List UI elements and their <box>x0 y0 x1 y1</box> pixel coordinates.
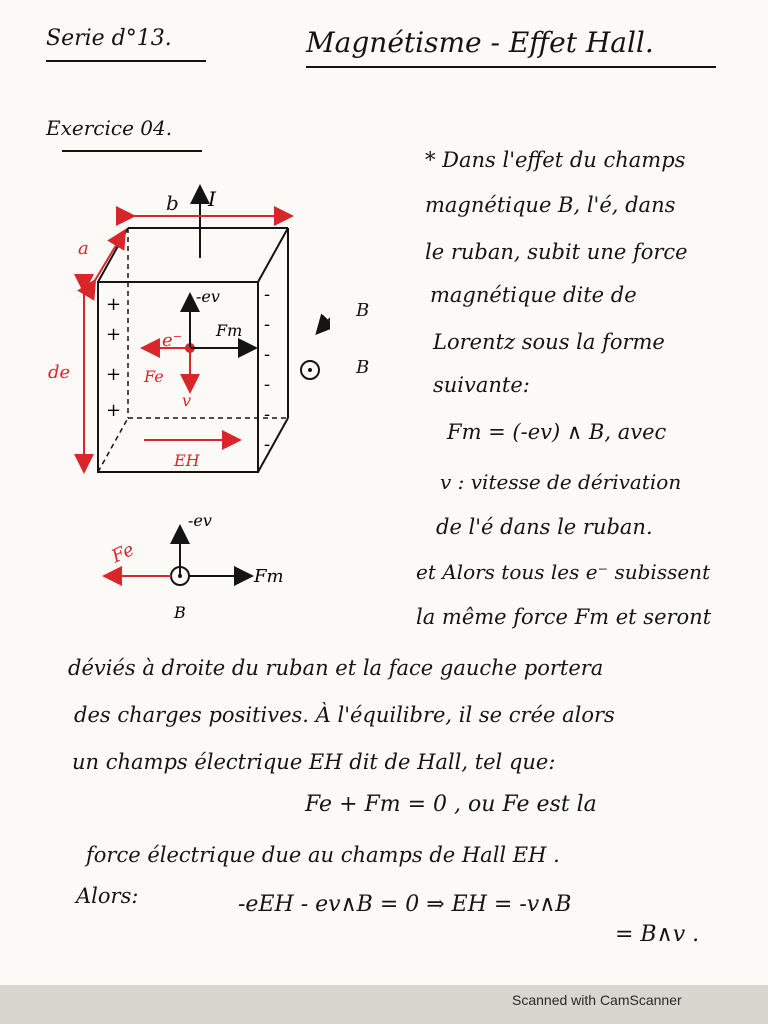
exercise-label: Exercice 04. <box>46 116 173 140</box>
velocity-label: v <box>182 391 192 410</box>
text-line-12: déviés à droite du ruban et la face gauche portera <box>68 656 604 680</box>
text-line-4: magnétique dite de <box>430 283 637 307</box>
title-underline <box>306 66 716 68</box>
text-line-18: -eEH - ev∧B = 0 ⇒ EH = -v∧B <box>238 892 572 917</box>
width-label: b <box>166 191 179 215</box>
minus-ev-label: -ev <box>196 287 220 306</box>
text-line-3: le ruban, subit une force <box>425 240 688 264</box>
depth-label: a <box>78 238 89 259</box>
minus-sign: - <box>264 404 271 425</box>
scanner-watermark: Scanned with CamScanner <box>512 992 682 1008</box>
text-line-16: force électrique due au champs de Hall EH . <box>86 843 560 867</box>
small-b-label: B <box>174 603 186 622</box>
page-title: Magnétisme - Effet Hall. <box>306 26 654 59</box>
minus-sign: - <box>264 344 271 365</box>
minus-sign: - <box>264 374 271 395</box>
text-line-17: Alors: <box>76 884 139 908</box>
current-label: I <box>208 187 216 211</box>
hall-effect-diagram <box>40 170 330 640</box>
text-line-15: Fe + Fm = 0 , ou Fe est la <box>305 792 597 817</box>
text-line-13: des charges positives. À l'équilibre, il se crée alors <box>74 703 615 727</box>
plus-sign: + <box>106 364 122 385</box>
text-line-14: un champs électrique EH dit de Hall, tel que: <box>72 750 556 774</box>
plus-sign: + <box>106 294 122 315</box>
small-fe-label: Fe <box>108 538 138 568</box>
text-line-9: de l'é dans le ruban. <box>436 515 653 539</box>
text-line-10: et Alors tous les e⁻ subissent <box>416 560 711 584</box>
plus-sign: + <box>106 324 122 345</box>
text-line-19: = B∧v . <box>615 922 700 947</box>
text-line-6: suivante: <box>433 373 530 397</box>
series-label: Serie d°13. <box>46 26 172 51</box>
text-line-2: magnétique B, l'é, dans <box>425 193 676 217</box>
hall-field-label: EH <box>174 451 200 470</box>
minus-sign: - <box>264 434 271 455</box>
series-underline <box>46 60 206 62</box>
exercise-underline <box>62 150 202 152</box>
plus-sign: + <box>106 400 122 421</box>
text-line-1: * Dans l'effet du champs <box>425 148 686 172</box>
b-field-label: B <box>356 300 370 321</box>
electron-label: e⁻ <box>162 330 183 351</box>
thickness-label: de <box>48 362 71 383</box>
minus-sign: - <box>264 284 271 305</box>
text-line-8: v : vitesse de dérivation <box>440 470 682 494</box>
text-line-7: Fm = (-ev) ∧ B, avec <box>447 420 667 444</box>
small-fm-label: Fm <box>254 566 284 587</box>
small-minus-ev-label: -ev <box>188 511 212 530</box>
b-out-label: B <box>356 357 370 378</box>
text-line-5: Lorentz sous la forme <box>433 330 665 354</box>
minus-sign: - <box>264 314 271 335</box>
fe-label: Fe <box>144 367 164 386</box>
fm-label: Fm <box>216 321 243 340</box>
text-line-11: la même force Fm et seront <box>416 605 712 629</box>
